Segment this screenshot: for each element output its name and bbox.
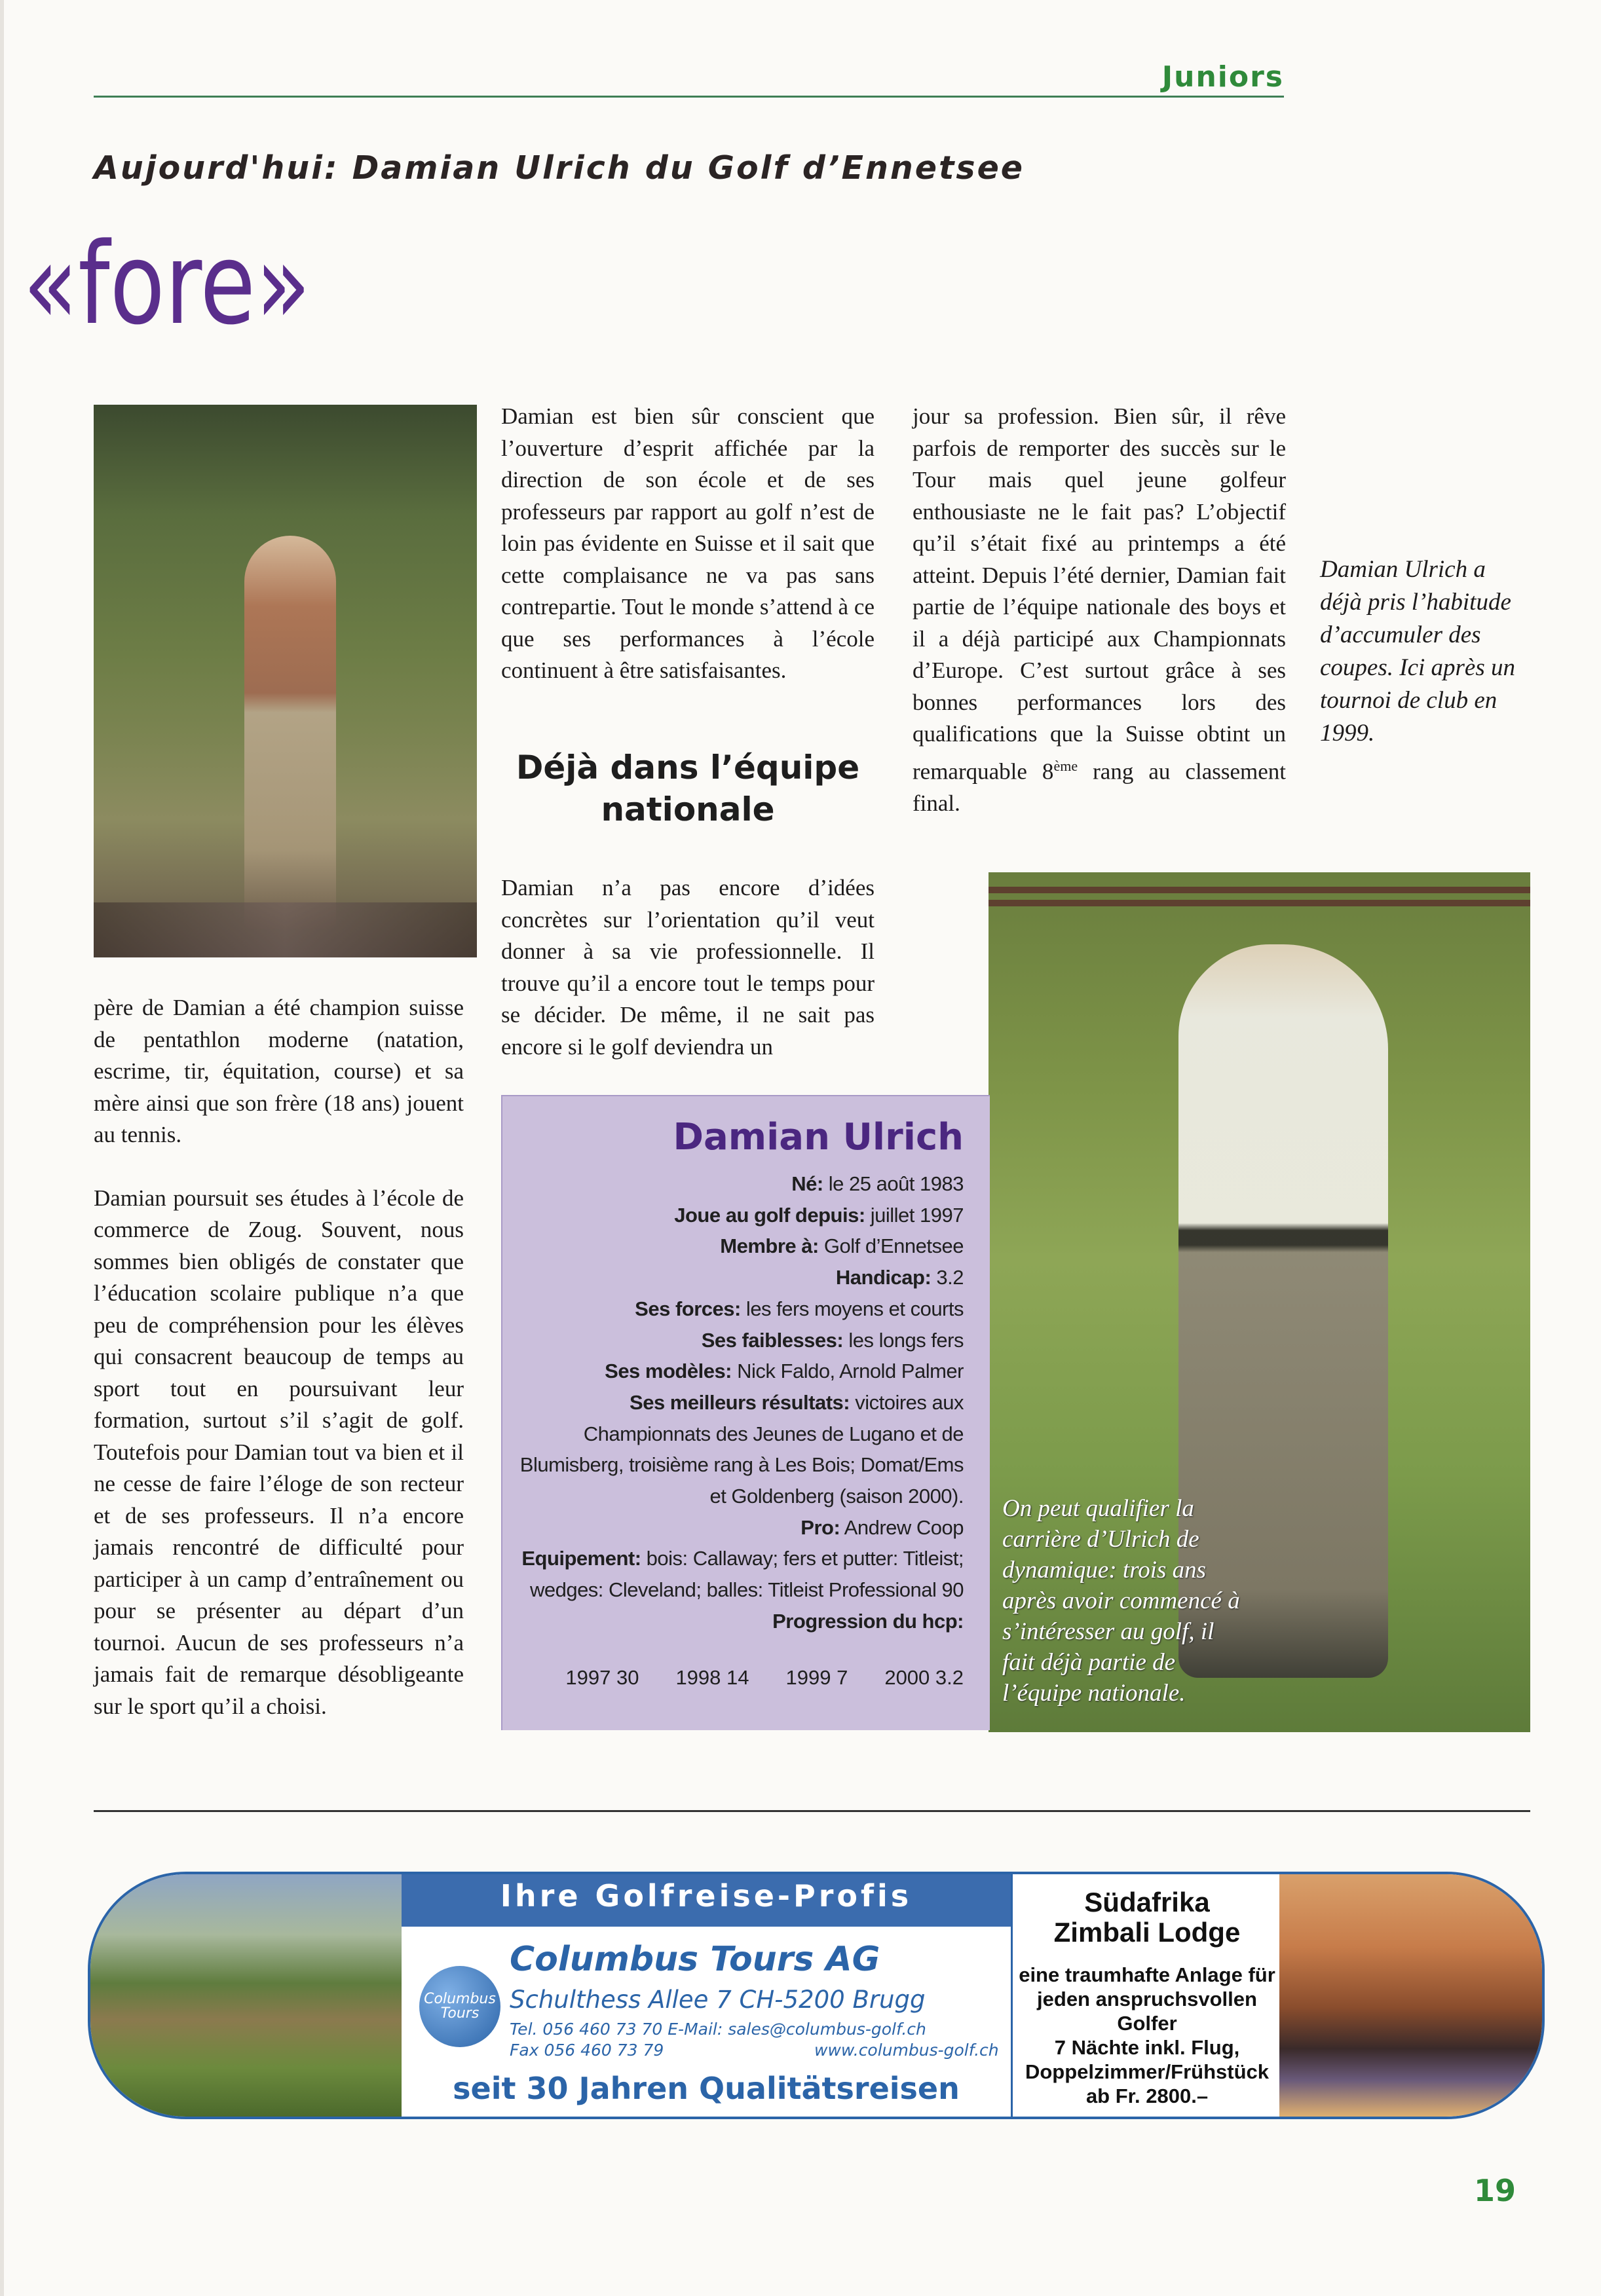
value: Golf d’Ennetsee <box>818 1234 964 1258</box>
profile-line <box>518 1231 964 1262</box>
ad-slogan: seit 30 Jahren Qualitätsreisen <box>453 2071 960 2106</box>
columbus-logo-icon <box>419 1966 500 2047</box>
profile-box <box>501 1095 990 1730</box>
ad-fax: Fax 056 460 73 79 <box>510 2041 664 2060</box>
label: Membre à: <box>720 1234 819 1258</box>
offer-line: Doppelzimmer/Frühstück <box>1025 2060 1270 2083</box>
label: Equipement: <box>521 1547 641 1570</box>
column-2-continued <box>501 872 875 1063</box>
profile-details <box>518 1168 964 1637</box>
label: Handicap: <box>835 1266 932 1289</box>
ad-title: Ihre Golfreise-Profis <box>500 1878 913 1914</box>
column-1-text <box>94 992 464 1722</box>
paragraph: Damian poursuit ses études à l’école de commerce de Zoug. Souvent, nous sommes bien obligés de constater que l’éducation scolaire publique n’a que peu de compréhension pour les élèves qui consacrent beaucoup de temps au sport tout en poursuivant leur formation, surtout s’il s’agit de golf. Toutefois pour Damian tout va bien et il ne cesse de faire l’éloge de son recteur et de ses professeurs. Il n’a encore jamais rencontré de difficulté pour participer à un camp d’entraînement ou pour se présenter au départ d’un tournoi. Aucun de ses professeurs n’a jamais fait de remarque désobligeante sur le sport qu’il a choisi. <box>94 1185 464 1719</box>
label: Né: <box>791 1172 823 1195</box>
profile-line <box>518 1262 964 1293</box>
paragraph: Damian n’a pas encore d’idées concrètes sur l’orientation qu’il veut donner à sa vie professionnelle. Il trouve qu’il a encore tout le temps pour se décider. De même, il ne sait pas encore si le golf deviendra un <box>501 875 875 1060</box>
offer-line: Golfer <box>1117 2012 1177 2035</box>
progression-item: 2000 3.2 <box>884 1666 964 1689</box>
photo-caption-golfer: On peut qualifier la carrière d’Ulrich de dynamique: trois ans après avoir commencé à s’intéresser au golf, il fait déjà partie de l’équipe nationale. <box>1002 1495 1240 1707</box>
offer-line: 7 Nächte inkl. Flug, <box>1054 2036 1240 2059</box>
value: juillet 1997 <box>865 1203 964 1227</box>
value: victoires aux Championnats des Jeunes de Lugano et de Blumisberg, troisième rang à Les Bois; Domat/Ems et Goldenberg (saison 2000). <box>519 1390 964 1508</box>
ad-phone: Tel. 056 460 73 70 E-Mail: sales@columbus-golf.ch <box>510 2020 926 2039</box>
handicap-progression <box>502 1666 964 1690</box>
page-margin-line <box>0 0 4 2296</box>
label: Ses forces: <box>635 1297 741 1320</box>
superscript: ème <box>1053 757 1078 774</box>
offer-title-line: Zimbali Lodge <box>1053 1917 1241 1948</box>
value: les fers moyens et courts <box>740 1297 964 1320</box>
profile-line <box>518 1293 964 1325</box>
value: bois: Callaway; fers et putter: Titleist; wedges: Cleveland; balles: Titleist Professional 90 <box>529 1547 964 1602</box>
label: Pro: <box>800 1515 840 1539</box>
logo-text: Columbus Tours <box>424 1991 496 2022</box>
photo-stripe <box>989 900 1530 906</box>
label: Joue au golf depuis: <box>674 1203 865 1227</box>
paragraph: père de Damian a été champion suisse de pentathlon moderne (natation, escrime, tir, équitation, course) et sa mère ainsi que son frère (18 ans) jouent au tennis. <box>94 995 464 1147</box>
profile-line <box>518 1168 964 1200</box>
offer-line: jeden anspruchsvollen <box>1037 1988 1257 2010</box>
profile-name: Damian Ulrich <box>673 1116 964 1158</box>
ad-offer-box <box>1011 1874 1283 2117</box>
value: les longs fers <box>843 1328 964 1352</box>
offer-text <box>1013 1963 1281 2108</box>
value: 3.2 <box>931 1266 964 1289</box>
offer-line: ab Fr. 2800.– <box>1085 2084 1209 2107</box>
column-2-text <box>501 401 875 687</box>
ad-golf-course-photo <box>90 1874 402 2117</box>
photo-stripe <box>989 887 1530 893</box>
offer-title-line: Südafrika <box>1084 1887 1210 1917</box>
label: Ses meilleurs résultats: <box>630 1390 850 1414</box>
ad-company: Columbus Tours AG <box>510 1940 880 1979</box>
progression-item: 1999 7 <box>785 1666 848 1689</box>
section-label: Juniors <box>1161 60 1284 94</box>
value: Andrew Coop <box>840 1515 964 1539</box>
label: Ses modèles: <box>605 1360 732 1383</box>
offer-title <box>1013 1887 1281 1948</box>
ad-website[interactable]: www.columbus-golf.ch <box>814 2041 999 2060</box>
photo-ground <box>94 902 477 957</box>
profile-line <box>518 1543 964 1605</box>
profile-line <box>518 1387 964 1512</box>
photo-subject <box>244 536 336 929</box>
subheading: Déjà dans l’équipe nationale <box>516 749 860 828</box>
label: Progression du hcp: <box>772 1609 964 1633</box>
offer-line: eine traumhafte Anlage für <box>1019 1963 1275 1986</box>
progression-item: 1998 14 <box>675 1666 749 1689</box>
paragraph-end: rang au classement final. <box>913 758 1286 816</box>
photo-caption-trophy: Damian Ulrich a déjà pris l’habitude d’accumuler des coupes. Ici après un tournoi de club en 1999. <box>1320 556 1515 747</box>
paragraph: Damian est bien sûr conscient que l’ouverture d’esprit affichée par la direction de son école et de ses professeurs par rapport au golf n’est de loin pas évidente en Suisse et il sait que cette complaisance ne va pas sans contrepartie. Tout le monde s’attend à ce que ses performances à l’école continuent à être satisfaisantes. <box>501 403 875 683</box>
paragraph-text: jour sa profession. Bien sûr, il rêve parfois de remporter des succès sur le Tour mais quel jeune golfeur enthousiaste ne le fait pas? L’objectif qu’il s’était fixé au printemps a été atteint. Depuis l’été dernier, Damian fait partie de l’équipe nationale des boys et il a déjà participé aux Championnats d’Europe. C’est surtout grâce à ses bonnes performances lors des qualifications que la Suisse obtint un remarquable 8 <box>913 403 1286 785</box>
profile-line <box>518 1200 964 1231</box>
advertisement <box>88 1872 1545 2119</box>
profile-line <box>518 1325 964 1356</box>
ad-resort-photo <box>1279 1874 1542 2117</box>
profile-line <box>518 1606 964 1637</box>
ad-address: Schulthess Allee 7 CH-5200 Brugg <box>510 1986 926 2014</box>
profile-line <box>518 1512 964 1544</box>
article-kicker: Aujourd'hui: Damian Ulrich du Golf d’Ennetsee <box>94 149 1025 187</box>
value: le 25 août 1983 <box>823 1172 964 1195</box>
paragraph <box>913 401 1286 819</box>
profile-line <box>518 1356 964 1387</box>
value: Nick Faldo, Arnold Palmer <box>732 1360 964 1383</box>
label: Ses faiblesses: <box>701 1328 844 1352</box>
bottom-rule <box>94 1810 1530 1812</box>
top-rule <box>94 96 1284 98</box>
progression-item: 1997 30 <box>565 1666 639 1689</box>
page-number: 19 <box>1473 2173 1516 2208</box>
column-3-text <box>913 401 1286 819</box>
trophy-photo <box>94 405 477 957</box>
article-headline: «fore» <box>23 218 311 350</box>
